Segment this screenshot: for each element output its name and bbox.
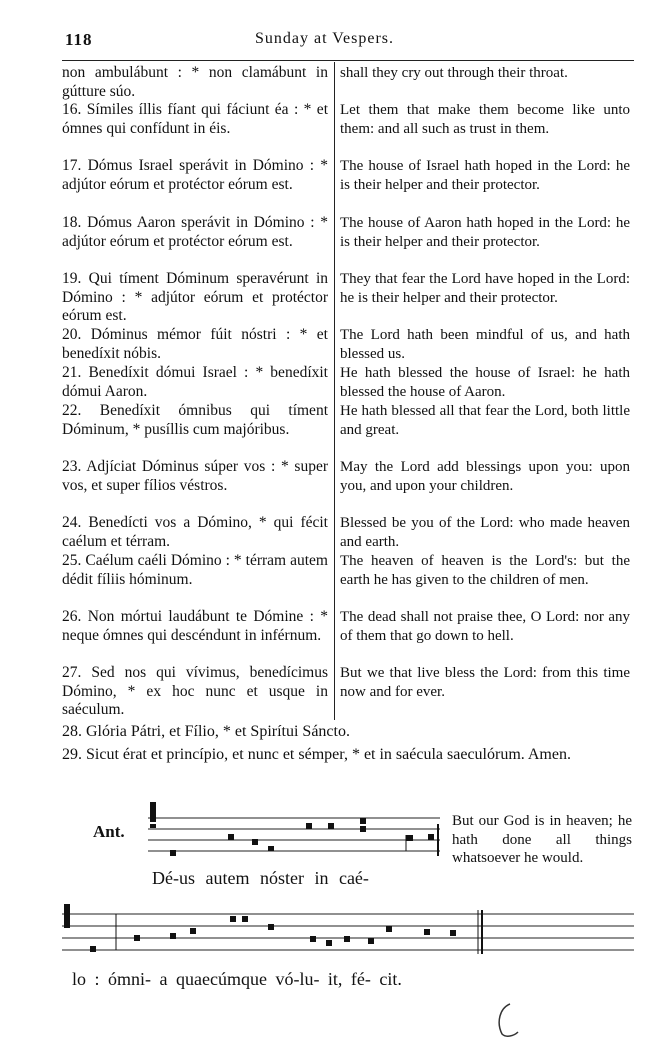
- latin-verse: 16. Símiles íllis fíant qui fáciunt éa : * et ómnes qui confídunt in éis.: [62, 101, 328, 137]
- latin-verse: 24. Benedícti vos a Dómino, * qui fécit caélum et térram.: [62, 514, 328, 550]
- english-verse: The Lord hath been mindful of us, and hath blessed us.: [340, 327, 630, 362]
- running-title: Sunday at Vespers.: [255, 30, 395, 47]
- doxology-verse: 29. Sicut érat et princípio, et nunc et sémper, * et in saécula saeculórum. Amen.: [62, 746, 571, 763]
- chant-staff-line2: [62, 902, 634, 964]
- page-number: 118: [65, 30, 93, 49]
- antiphon-lyrics-line1: Dé-us autem nóster in caé-: [152, 868, 369, 888]
- latin-verse: 17. Dómus Israel sperávit in Dómino : * adjútor eórum et protéctor eórum est.: [62, 157, 328, 193]
- latin-verse: 26. Non mórtui laudábunt te Dómine : * neque ómnes qui descéndunt in inférnum.: [62, 608, 328, 644]
- latin-verse: 18. Dómus Aaron sperávit in Dómino : * adjútor eórum et protéctor eórum est.: [62, 214, 328, 250]
- english-verse: Blessed be you of the Lord: who made heaven and earth.: [340, 515, 630, 550]
- english-verse: The dead shall not praise thee, O Lord: nor any of them that go down to hell.: [340, 609, 630, 644]
- latin-verse: 27. Sed nos qui vívimus, benedícimus Dómino, * ex hoc nunc et usque in saéculum.: [62, 664, 328, 719]
- antiphon-translation: But our God is in heaven; he hath done all things whatsoever he would.: [452, 813, 632, 866]
- english-verse: The heaven of heaven is the Lord's: but the earth he has given to the children of men.: [340, 553, 630, 588]
- page-header: [65, 28, 633, 56]
- latin-verse: 23. Adjíciat Dóminus súper vos : * super vos, et super fílios véstros.: [62, 458, 328, 494]
- english-verse: They that fear the Lord have hoped in the Lord: he is their helper and their protector.: [340, 271, 630, 306]
- english-verse: The house of Israel hath hoped in the Lord: he is their helper and their protector.: [340, 158, 630, 193]
- latin-verse: 19. Qui tíment Dóminum speravérunt in Dómino : * adjútor eórum et protéctor eórum est.: [62, 270, 328, 325]
- latin-verse: non ambulábunt : * non clamábunt in gútture súo.: [62, 64, 328, 100]
- antiphon-label: Ant.: [93, 822, 125, 841]
- english-verse: May the Lord add blessings upon you: upon you, and upon your children.: [340, 459, 630, 494]
- pencil-mark: [492, 1000, 522, 1040]
- english-verse: The house of Aaron hath hoped in the Lord: he is their helper and their protector.: [340, 215, 630, 250]
- latin-verse: 25. Caélum caéli Dómino : * térram autem dédit fíliis hóminum.: [62, 552, 328, 588]
- english-verse: shall they cry out through their throat.: [340, 65, 568, 81]
- chant-staff-line1: [148, 800, 444, 868]
- header-rule: [62, 60, 634, 61]
- latin-verse: 20. Dóminus mémor fúit nóstri : * et benedíxit nóbis.: [62, 326, 328, 362]
- english-verse: Let them that make them become like unto them: and all such as trust in them.: [340, 102, 630, 137]
- antiphon-lyrics-line2: lo : ómni- a quaecúmque vó-lu- it, fé- cit.: [72, 969, 402, 989]
- english-verse: But we that live bless the Lord: from this time now and for ever.: [340, 665, 630, 700]
- doxology-verse: 28. Glória Pátri, et Fílio, * et Spirítui Sáncto.: [62, 723, 350, 740]
- english-verse: He hath blessed the house of Israel: he hath blessed the house of Aaron.: [340, 365, 630, 400]
- column-divider: [334, 62, 335, 720]
- latin-verse: 21. Benedíxit dómui Israel : * benedíxit dómui Aaron.: [62, 364, 328, 400]
- latin-verse: 22. Benedíxit ómnibus qui tíment Dóminum, * pusíllis cum majóribus.: [62, 402, 328, 438]
- english-verse: He hath blessed all that fear the Lord, both little and great.: [340, 403, 630, 438]
